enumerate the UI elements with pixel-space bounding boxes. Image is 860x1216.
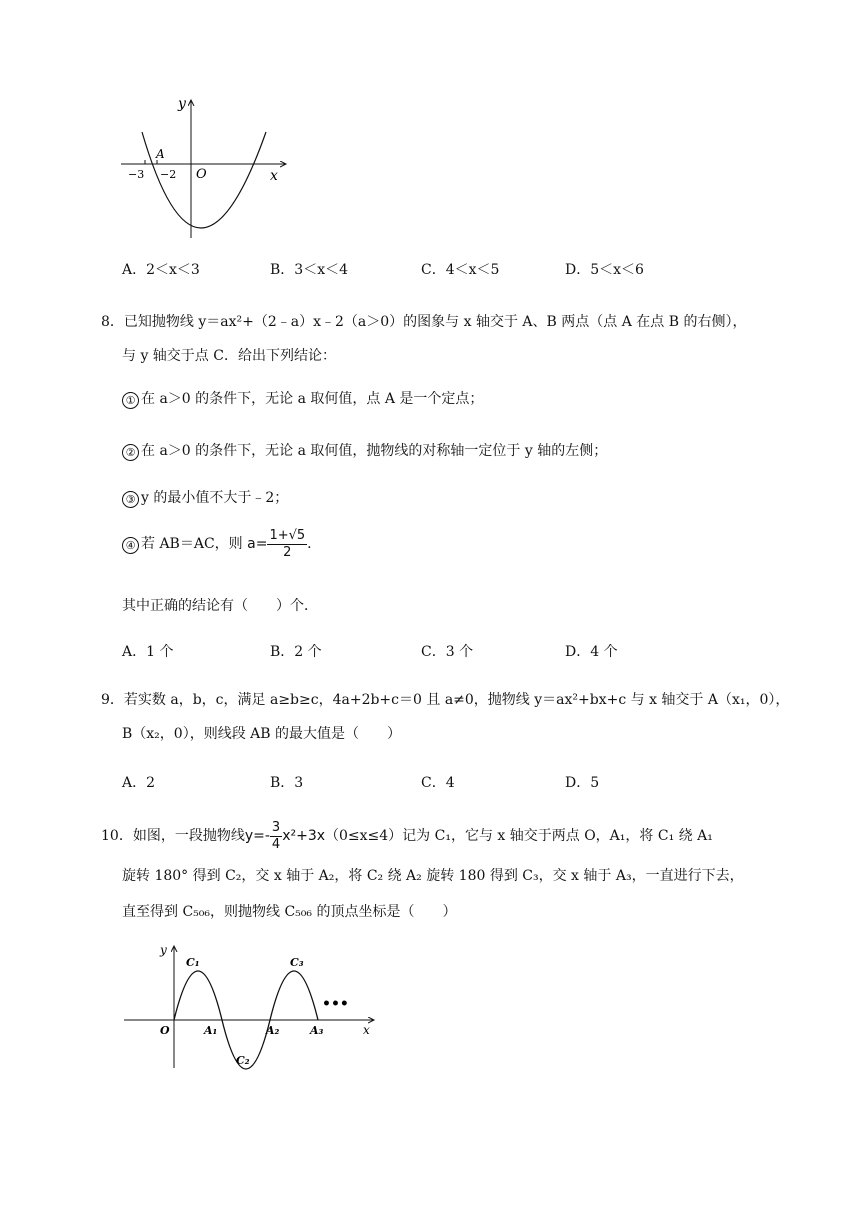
q9-stem-line1 xyxy=(101,690,789,710)
c2-label: C₂ xyxy=(236,1054,250,1067)
q8-formula-var: a= xyxy=(247,536,268,552)
origin-label: O xyxy=(196,167,207,182)
q8-conclusion-2-text: 在 a＞0 的条件下，无论 a 取何值，抛物线的对称轴一定位于 y 轴的左侧； xyxy=(141,443,608,459)
q7-option-d[interactable]: D．5＜x＜6 xyxy=(565,262,644,278)
y-axis-label: y xyxy=(178,96,186,112)
tick-label-neg2: −2 xyxy=(160,168,177,181)
q8-conclusion-3 xyxy=(122,488,288,508)
q8-formula-period: . xyxy=(307,536,312,552)
q7-option-a[interactable]: A．2＜x＜3 xyxy=(122,262,200,278)
q8-option-b[interactable]: B．2 个 xyxy=(270,644,322,660)
point-a-label: A xyxy=(156,147,165,161)
q8-conclusion-2 xyxy=(122,441,607,461)
q8-stem-text1: 已知抛物线 y＝ax²+（2﹣a）x﹣2（a＞0）的图象与 x 轴交于 A、B 两点（点 A 在点 B 的右侧）， xyxy=(123,314,747,330)
a2-label: A₂ xyxy=(266,1024,280,1037)
q10-fraction-denominator: 4 xyxy=(271,836,281,852)
q7-option-b[interactable]: B．3＜x＜4 xyxy=(270,262,348,278)
tick-label-neg3: −3 xyxy=(128,168,145,181)
q8-option-d[interactable]: D．4 个 xyxy=(565,644,618,660)
q10-stem-pre: 如图，一段抛物线 xyxy=(132,828,245,844)
q10-stem-post: （0≤x≤4）记为 C₁，它与 x 轴交于两点 O，A₁，将 C₁ 绕 A₁ xyxy=(325,828,713,844)
a3-label: A₃ xyxy=(310,1024,324,1037)
q8-conclusion-1 xyxy=(122,389,483,409)
q8-option-c[interactable]: C．3 个 xyxy=(421,644,474,660)
curve-c1 xyxy=(174,971,222,1020)
q8-number: 8． xyxy=(101,314,124,330)
c3-label: C₃ xyxy=(290,956,304,969)
rotated-parabolas-graph-q10 xyxy=(120,940,380,1075)
y-axis-label: y xyxy=(160,943,167,957)
parabola-graph-q7 xyxy=(118,92,290,242)
q8-stem-line1 xyxy=(101,312,746,332)
q9-stem-text1: 若实数 a，b，c，满足 a≥b≥c，4a+2b+c＝0 且 a≠0，抛物线 y＝ax²+bx+c 与 x 轴交于 A（x₁，0）， xyxy=(123,692,790,708)
q9-stem-line2: B（x₂，0），则线段 AB 的最大值是（ ） xyxy=(122,726,402,742)
q9-number: 9． xyxy=(101,692,124,708)
q9-option-d[interactable]: D．5 xyxy=(565,775,600,791)
q8-conclusion-4-text: 若 AB＝AC，则 xyxy=(141,536,243,552)
q8-conclusion-3-text: y 的最小值不大于﹣2； xyxy=(141,490,289,506)
q8-stem-line2: 与 y 轴交于点 C．给出下列结论： xyxy=(122,348,336,364)
q10-formula-y: y=- xyxy=(244,828,270,844)
q10-stem-line1 xyxy=(101,818,713,854)
q8-conclusion-1-marker: ① xyxy=(122,392,139,409)
q10-stem-line2: 旋转 180° 得到 C₂，交 x 轴于 A₂，将 C₂ 绕 A₂ 旋转 180 得到 C₃，交 x 轴于 A₃，一直进行下去， xyxy=(122,868,744,884)
q8-conclusion-2-marker: ② xyxy=(122,444,139,461)
q8-conclusion-4 xyxy=(122,526,312,562)
q8-conclusion-4-marker: ④ xyxy=(122,537,139,554)
q8-fraction-numerator: 1+√5 xyxy=(269,527,306,543)
q9-option-a[interactable]: A．2 xyxy=(122,775,156,791)
q10-formula-rest: x²+3x xyxy=(282,828,326,844)
q8-option-a[interactable]: A．1 个 xyxy=(122,644,174,660)
curve-c3 xyxy=(270,971,318,1020)
q9-option-c[interactable]: C．4 xyxy=(421,775,455,791)
q9-option-b[interactable]: B．3 xyxy=(270,775,304,791)
continuation-dots: ••• xyxy=(322,996,349,1012)
q10-stem-line3: 直至得到 C₅₀₆，则抛物线 C₅₀₆ 的顶点坐标是（ ） xyxy=(122,904,457,920)
q8-fraction-denominator: 2 xyxy=(283,544,292,560)
q10-formula-fraction xyxy=(270,820,282,853)
a1-label: A₁ xyxy=(204,1024,218,1037)
q8-question: 其中正确的结论有（ ）个． xyxy=(122,598,318,614)
q8-formula-fraction xyxy=(267,528,307,561)
q8-conclusion-1-text: 在 a＞0 的条件下，无论 a 取何值，点 A 是一个定点； xyxy=(141,391,484,407)
q7-option-c[interactable]: C．4＜x＜5 xyxy=(421,262,500,278)
x-axis-label: x xyxy=(363,1023,370,1037)
x-axis-label: x xyxy=(270,168,278,184)
origin-label: O xyxy=(160,1024,170,1037)
q8-conclusion-3-marker: ③ xyxy=(122,491,139,508)
c1-label: C₁ xyxy=(186,956,200,969)
q10-number: 10． xyxy=(101,828,133,844)
q10-fraction-numerator: 3 xyxy=(271,819,281,835)
